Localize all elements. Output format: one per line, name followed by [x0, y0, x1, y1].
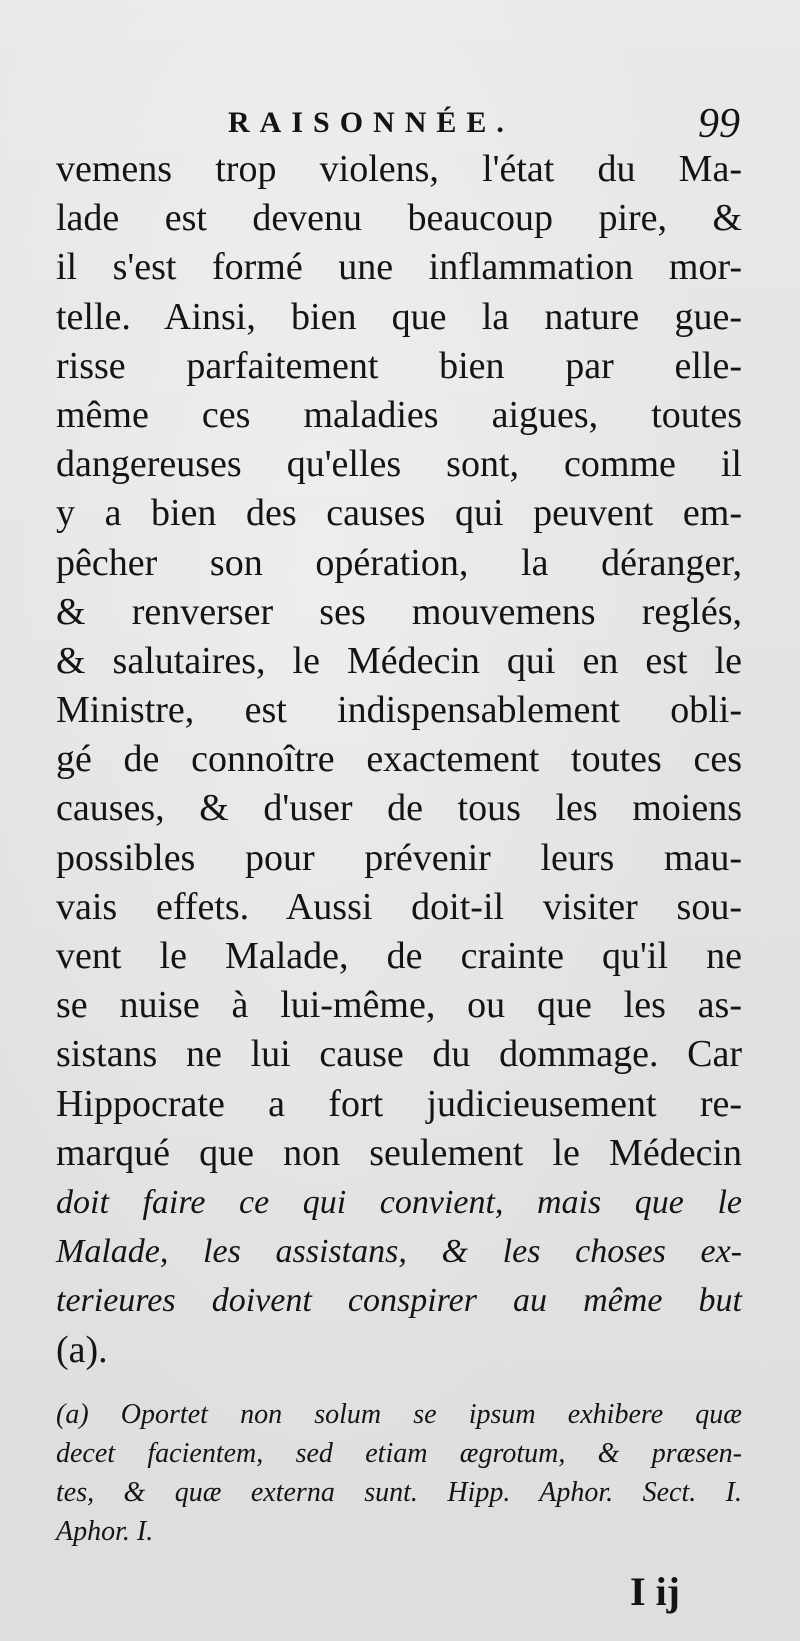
text-line: marqué que non seulement le Médecin: [56, 1131, 742, 1174]
text-line: telle. Ainsi, bien que la nature gue-: [56, 295, 742, 338]
footnote-line: (a) Oportet non solum se ipsum exhibere quæ: [56, 1399, 742, 1430]
text-line-italic: Malade, les assistans, & les choses ex-: [56, 1233, 742, 1271]
footnote-line: decet facientem, sed etiam ægrotum, & præsen-: [56, 1438, 742, 1469]
page-number: 99: [698, 101, 740, 147]
text-line: & renverser ses mouvemens reglés,: [56, 590, 742, 633]
text-line: y a bien des causes qui peuvent em-: [56, 492, 742, 535]
text-line: vemens trop violens, l'état du Ma-: [56, 148, 742, 190]
text-line: possibles pour prévenir leurs mau-: [56, 836, 742, 879]
text-line: dangereuses qu'elles sont, comme il: [56, 443, 742, 486]
footnote: [56, 1395, 742, 1551]
footnote-line: tes, & quæ externa sunt. Hipp. Aphor. Sect. I.: [56, 1477, 742, 1508]
text-line: gé de connoître exactement toutes ces: [56, 738, 742, 781]
footnote-line: Aphor. I.: [56, 1516, 154, 1547]
text-line: vent le Malade, de crainte qu'il ne: [56, 935, 742, 977]
running-head: [60, 100, 740, 150]
text-line: risse parfaitement bien par elle-: [56, 344, 742, 387]
text-line: il s'est formé une inflammation mor-: [56, 246, 742, 289]
signature-mark: I ij: [630, 1569, 680, 1614]
text-line: sistans ne lui cause du dommage. Car: [56, 1033, 742, 1076]
text-line: & salutaires, le Médecin qui en est le: [56, 639, 742, 682]
text-line-italic: terieures doivent conspirer au même but: [56, 1282, 742, 1320]
text-line: se nuise à lui-même, ou que les as-: [56, 984, 742, 1027]
text-line: même ces maladies aigues, toutes: [56, 393, 742, 436]
text-line: lade est devenu beaucoup pire, &: [56, 197, 742, 240]
text-line: pêcher son opération, la déranger,: [56, 541, 742, 584]
running-head-title: RAISONNÉE.: [228, 106, 514, 139]
text-line: Hippocrate a fort judicieusement re-: [56, 1082, 742, 1125]
text-line: causes, & d'user de tous les moiens: [56, 787, 742, 830]
main-text: [56, 145, 742, 1375]
text-line: Ministre, est indispensablement obli-: [56, 689, 742, 732]
text-line: vais effets. Aussi doit-il visiter sou-: [56, 885, 742, 928]
text-line-italic: doit faire ce qui convient, mais que le: [56, 1183, 742, 1221]
text-line: (a).: [56, 1328, 108, 1371]
